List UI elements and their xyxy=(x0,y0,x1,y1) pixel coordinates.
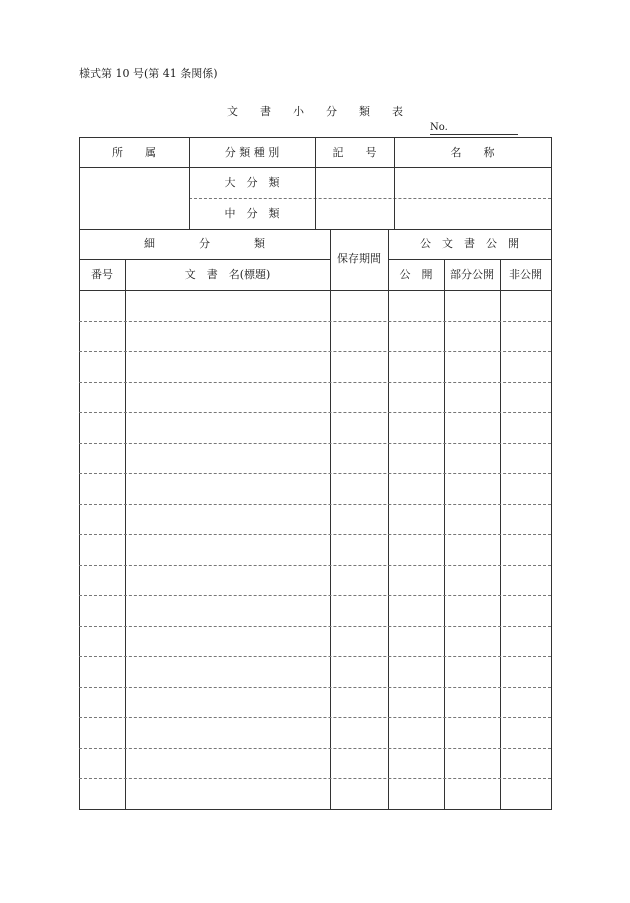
row-cell-partial-disclose[interactable] xyxy=(445,474,499,503)
row-cell-disclose[interactable] xyxy=(389,444,443,473)
row-cell-partial-disclose[interactable] xyxy=(445,688,499,717)
row-cell-number[interactable] xyxy=(80,566,124,595)
major-symbol-field[interactable] xyxy=(316,168,393,197)
row-cell-number[interactable] xyxy=(80,596,124,625)
row-cell-non-disclose[interactable] xyxy=(501,444,550,473)
row-cell-disclose[interactable] xyxy=(389,383,443,412)
row-cell-retention-period[interactable] xyxy=(331,413,387,442)
affiliation-field[interactable] xyxy=(80,168,188,228)
row-cell-document-name[interactable] xyxy=(126,322,329,351)
row-cell-disclose[interactable] xyxy=(389,627,443,656)
row-cell-non-disclose[interactable] xyxy=(501,749,550,778)
row-cell-partial-disclose[interactable] xyxy=(445,383,499,412)
number-field-underline[interactable] xyxy=(430,134,518,135)
public-disclosure-label: 公 文 書 公 開 xyxy=(420,237,519,250)
row-cell-non-disclose[interactable] xyxy=(501,779,550,808)
row-cell-non-disclose[interactable] xyxy=(501,657,550,686)
row-cell-partial-disclose[interactable] xyxy=(445,749,499,778)
row-cell-document-name[interactable] xyxy=(126,688,329,717)
table-right-border xyxy=(551,137,552,810)
row-cell-document-name[interactable] xyxy=(126,474,329,503)
row-cell-number[interactable] xyxy=(80,352,124,381)
middle-symbol-field[interactable] xyxy=(316,199,393,228)
retention-period-label: 保存期間 xyxy=(337,252,381,265)
row-cell-non-disclose[interactable] xyxy=(501,505,550,534)
row-cell-number[interactable] xyxy=(80,413,124,442)
row-cell-number[interactable] xyxy=(80,383,124,412)
number-label: No. xyxy=(430,122,448,133)
row-cell-disclose[interactable] xyxy=(389,596,443,625)
disclose-column-label: 公 開 xyxy=(399,268,433,281)
row-cell-document-name[interactable] xyxy=(126,718,329,747)
row-cell-disclose[interactable] xyxy=(389,322,443,351)
row-cell-number[interactable] xyxy=(80,718,124,747)
row-cell-number[interactable] xyxy=(80,444,124,473)
row-cell-retention-period[interactable] xyxy=(331,444,387,473)
row-cell-retention-period[interactable] xyxy=(331,535,387,564)
row-cell-retention-period[interactable] xyxy=(331,352,387,381)
row-cell-partial-disclose[interactable] xyxy=(445,657,499,686)
row-cell-retention-period[interactable] xyxy=(331,627,387,656)
row-cell-non-disclose[interactable] xyxy=(501,627,550,656)
row-cell-document-name[interactable] xyxy=(126,779,329,808)
row-cell-disclose[interactable] xyxy=(389,566,443,595)
row-cell-non-disclose[interactable] xyxy=(501,413,550,442)
row-cell-disclose[interactable] xyxy=(389,535,443,564)
row-cell-retention-period[interactable] xyxy=(331,718,387,747)
row-cell-number[interactable] xyxy=(80,322,124,351)
row-cell-disclose[interactable] xyxy=(389,291,443,320)
row-cell-disclose[interactable] xyxy=(389,688,443,717)
number-column-label: 番号 xyxy=(91,268,113,281)
row-cell-disclose[interactable] xyxy=(389,352,443,381)
row-cell-retention-period[interactable] xyxy=(331,291,387,320)
row-cell-non-disclose[interactable] xyxy=(501,535,550,564)
form-number: 様式第 10 号(第 41 条関係) xyxy=(79,67,218,80)
row-cell-document-name[interactable] xyxy=(126,413,329,442)
table-bottom-border xyxy=(79,809,552,810)
row-cell-number[interactable] xyxy=(80,291,124,320)
row-cell-document-name[interactable] xyxy=(126,596,329,625)
major-name-field[interactable] xyxy=(395,168,550,197)
row-cell-non-disclose[interactable] xyxy=(501,596,550,625)
row-cell-non-disclose[interactable] xyxy=(501,566,550,595)
row-cell-disclose[interactable] xyxy=(389,474,443,503)
row-cell-retention-period[interactable] xyxy=(331,657,387,686)
row-cell-partial-disclose[interactable] xyxy=(445,322,499,351)
row-cell-partial-disclose[interactable] xyxy=(445,718,499,747)
row-cell-non-disclose[interactable] xyxy=(501,718,550,747)
row-cell-partial-disclose[interactable] xyxy=(445,352,499,381)
row-cell-disclose[interactable] xyxy=(389,779,443,808)
page-title: 文 書 小 分 類 表 xyxy=(227,105,403,118)
row-cell-non-disclose[interactable] xyxy=(501,322,550,351)
row-cell-retention-period[interactable] xyxy=(331,474,387,503)
row-cell-number[interactable] xyxy=(80,779,124,808)
row-cell-document-name[interactable] xyxy=(126,352,329,381)
non-disclose-column-label: 非公開 xyxy=(509,268,542,281)
row-cell-partial-disclose[interactable] xyxy=(445,566,499,595)
row-cell-disclose[interactable] xyxy=(389,749,443,778)
row-cell-partial-disclose[interactable] xyxy=(445,535,499,564)
detail-subheader-divider-left xyxy=(79,259,330,260)
partial-disclose-column-label: 部分公開 xyxy=(450,268,494,281)
detail-top-border xyxy=(79,229,551,230)
row-cell-retention-period[interactable] xyxy=(331,383,387,412)
category-type-label: 分 類 種 別 xyxy=(224,146,280,159)
detail-subheader-divider-right xyxy=(388,259,551,260)
row-cell-retention-period[interactable] xyxy=(331,688,387,717)
row-cell-partial-disclose[interactable] xyxy=(445,413,499,442)
row-cell-document-name[interactable] xyxy=(126,657,329,686)
row-cell-document-name[interactable] xyxy=(126,566,329,595)
row-cell-retention-period[interactable] xyxy=(331,566,387,595)
row-cell-retention-period[interactable] xyxy=(331,779,387,808)
row-cell-non-disclose[interactable] xyxy=(501,352,550,381)
row-cell-document-name[interactable] xyxy=(126,535,329,564)
document-name-column-label: 文 書 名(標題) xyxy=(184,268,271,281)
middle-category-label: 中 分 類 xyxy=(224,207,280,220)
row-cell-non-disclose[interactable] xyxy=(501,474,550,503)
row-cell-disclose[interactable] xyxy=(389,505,443,534)
row-cell-number[interactable] xyxy=(80,535,124,564)
row-cell-retention-period[interactable] xyxy=(331,505,387,534)
row-cell-disclose[interactable] xyxy=(389,718,443,747)
row-cell-partial-disclose[interactable] xyxy=(445,779,499,808)
row-cell-number[interactable] xyxy=(80,505,124,534)
row-cell-non-disclose[interactable] xyxy=(501,291,550,320)
row-cell-number[interactable] xyxy=(80,749,124,778)
row-cell-non-disclose[interactable] xyxy=(501,383,550,412)
row-cell-partial-disclose[interactable] xyxy=(445,627,499,656)
row-cell-partial-disclose[interactable] xyxy=(445,291,499,320)
row-cell-document-name[interactable] xyxy=(126,291,329,320)
row-cell-document-name[interactable] xyxy=(126,505,329,534)
row-cell-disclose[interactable] xyxy=(389,413,443,442)
major-category-label: 大 分 類 xyxy=(224,176,280,189)
row-cell-number[interactable] xyxy=(80,657,124,686)
row-cell-retention-period[interactable] xyxy=(331,749,387,778)
row-cell-document-name[interactable] xyxy=(126,627,329,656)
row-cell-document-name[interactable] xyxy=(126,749,329,778)
name-label: 名 称 xyxy=(450,146,495,159)
affiliation-label: 所 属 xyxy=(112,146,156,159)
row-cell-retention-period[interactable] xyxy=(331,322,387,351)
row-cell-partial-disclose[interactable] xyxy=(445,505,499,534)
symbol-label: 記 号 xyxy=(332,146,377,159)
row-cell-number[interactable] xyxy=(80,688,124,717)
row-cell-document-name[interactable] xyxy=(126,444,329,473)
row-cell-number[interactable] xyxy=(80,474,124,503)
row-cell-number[interactable] xyxy=(80,627,124,656)
row-cell-retention-period[interactable] xyxy=(331,596,387,625)
row-cell-partial-disclose[interactable] xyxy=(445,444,499,473)
row-cell-disclose[interactable] xyxy=(389,657,443,686)
row-cell-non-disclose[interactable] xyxy=(501,688,550,717)
row-cell-partial-disclose[interactable] xyxy=(445,596,499,625)
middle-name-field[interactable] xyxy=(395,199,550,228)
row-cell-document-name[interactable] xyxy=(126,383,329,412)
minor-category-label: 細 分 類 xyxy=(144,237,265,250)
